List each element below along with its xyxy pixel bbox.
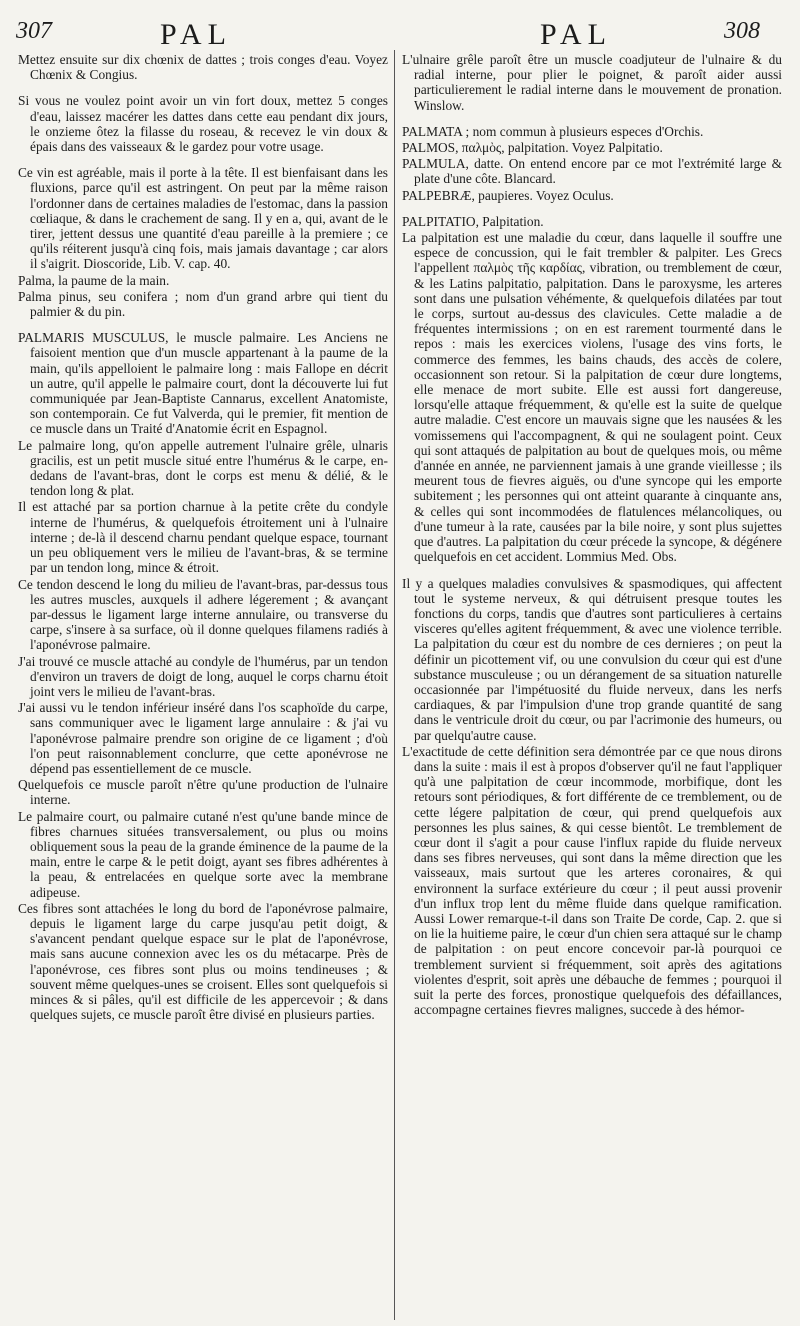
paragraph: L'exactitude de cette définition sera démontrée par ce que nous dirons dans la suite : mais il est à propos d'observer qu'il ne faut l'appliquer qu'à une palpitation de cœur incommode, morbifique, dont les retours sont périodiques, & fort différente de ce tremblement, ou de cette légere palpitation de cœur, qui prend quelquefois aux personnes les plus saines, & qui cesse bientôt. Le tremblement de cœur dont il s'agit a pour cause l'influx rapide du fluide nerveux dans ses fibres nerveuses, qui sont dans la même direction que les vaisseaux, mais surtout que les arteres coronaires, & qui environnent la surface extérieure du cœur ; il peut aussi provenir d'un influx trop lent du même fluide dans quelque ramification. Aussi Lower remarque-t-il dans son Traite De corde, Cap. 2. que si on lie la huitieme paire, le cœur d'un chien sera attaqué sur le champ de palpitation : on peut encore concevoir par-là pourquoi ce tremblement survient si fréquemment, soit après des agitations violentes d'esprit, soit après une débauche de femmes ; pourquoi il suit la perte des forces, pronostique quelquefois des défaillances, accompagne certaines fievres malignes, succede à des hémor-: [402, 743, 782, 1018]
left-column: [18, 52, 388, 1023]
right-running-title: PAL: [540, 18, 612, 51]
paragraph: Il y a quelques maladies convulsives & spasmodiques, qui affectent tout le systeme nerveux, & qui détruisent presque toutes les fonctions du corps, tandis que d'autres sont particulieres à certains visceres qu'elles agitent fréquemment, & avec une violence terrible. La palpitation du cœur est du nombre de ces dernieres ; on peut la définir un picottement vif, ou une convulsion du cœur qui est d'une substance musculeuse ; ou un dérangement de sa situation naturelle occasionnée par l'impétuosité du fluide nerveux, dans les nerfs cardiaques, & par l'impulsion d'une trop grande quantité de sang dans le ventricule droit du cœur, ou par l'acrimonie des humeurs, ou par quelqu'autre cause.: [402, 575, 782, 743]
paragraph: Ce tendon descend le long du milieu de l'avant-bras, par-dessus tous les autres muscles, auxquels il adhere légerement ; & avançant par-dessus le ligament large interne annulaire, ou transverse du carpe, s'insere à sa surface, où il donne quelques filamens radiés à l'aponévrose palmaire.: [18, 576, 388, 653]
paragraph: Palma, la paume de la main.: [18, 272, 170, 288]
paragraph: J'ai aussi vu le tendon inférieur inséré dans l'os scaphoïde du carpe, sans communiquer avec le ligament large annulaire : & j'ai vu l'aponévrose palmaire prendre son origine de ce ligament ; d'où l'on peut raisonnablement conclurre, que cette aponévrose ne dépend pas essentiellement de ce muscle.: [18, 700, 388, 776]
paragraph: L'ulnaire grêle paroît être un muscle coadjuteur de l'ulnaire & du radial interne, pour plier le poignet, & paroît aider aussi particulierement le radial interne dans le mouvement de pronation. Winslow.: [402, 52, 782, 113]
paragraph: Il est attaché par sa portion charnue à la petite crête du condyle interne de l'humérus, & quelquefois étroitement uni à l'ulnaire interne ; de-là il descend charnu pendant quelque espace, tournant un peu obliquement vers le milieu de l'avant-bras, & se termine par un tendon long, mince & étroit.: [18, 499, 388, 576]
paragraph: Si vous ne voulez point avoir un vin fort doux, mettez 5 conges d'eau, laissez macérer les dattes dans cette eau pendant dix jours, le onzieme ôtez la filasse du roseau, & recevez le vin doux & épais dans des vaisseaux & le gardez pour votre usage.: [18, 93, 388, 155]
paragraph: La palpitation est une maladie du cœur, dans laquelle il souffre une espece de concussion, qui le fait trembler & palpiter. Les Grecs l'appellent παλμὸς τῆς καρδίας, vibration, ou tremblement de cœur, & les Latins palpitatio, palpitation. Dans le paroxysme, les arteres sont dans une pulsation véhémente, & quelquefois dilatées par tout le corps, surtout au-dessus des clavicules. Cette maladie a de fréquentes intermissions ; on en est rarement tourmenté dans le repos : mais les exercices violens, l'usage des vins forts, le commerce des femmes, les bains chauds, des accès de colere, occasionnent son retour. Si la palpitation de cœur dure longtems, elle menace de mort subite. Elle est aussi fort dangereuse, lorsqu'elle attaque fréquemment, & qu'elle est la suite de quelque autre maladie. C'est encore un mauvais signe que les nausées & les vomissemens qui l'accompagnent, & qui ne soulagent point. Ceux qui sont attaqués de palpitation au bout de quelques mois, ou même d'année en année, ne parviennent jamais à une grande vieillesse ; ils meurent tous de fievres aiguës, ou d'une syncope qui les emporte subitement ; les personnes qui ont atteint quarante à cinquante ans, & celles qui sont incommodées de flatulences mélancoliques, ou d'une tumeur à la rate, causées par la bile noire, y sont plus sujettes que d'autres. La palpitation du cœur précede la syncope, & dégénere quelquefois en cet accident. Lommius Med. Obs.: [402, 230, 782, 565]
paragraph: Le palmaire court, ou palmaire cutané n'est qu'une bande mince de fibres charnues situées transversalement, ou plus ou moins obliquement sous la peau de la grande éminence de la paume de la main, entre le carpe & le petit doigt, ayant ses fibres adhérentes à la peau, & entrelacées en quelque sorte avec la membrane adipeuse.: [18, 808, 388, 900]
paragraph: PALMULA, datte. On entend encore par ce mot l'extrémité large & plate d'une côte. Blancard.: [402, 156, 782, 187]
column-divider: [394, 50, 395, 1320]
paragraph: PALMATA ; nom commun à plusieurs especes d'Orchis.: [402, 123, 704, 139]
right-page-number: 308: [724, 18, 760, 44]
paragraph: Ce vin est agréable, mais il porte à la tête. Il est bienfaisant dans les fluxions, parce qu'il est astringent. On peut par la même raison l'ordonner dans de certaines maladies de l'estomac, dans la passion cœliaque, & dans le crachement de sang. Il y en a, qui, avant de le tirer, jettent dessus une quantité d'eau pareille à la premiere ; ce qu'ils réiterent jusqu'à cinq fois, mais jamais davantage ; car alors il s'aigrit. Dioscoride, Lib. V. cap. 40.: [18, 165, 388, 272]
paragraph: Mettez ensuite sur dix chœnix de dattes ; trois conges d'eau. Voyez Chœnix & Congius.: [18, 52, 388, 83]
paragraph: Le palmaire long, qu'on appelle autrement l'ulnaire grêle, ulnaris gracilis, est un petit muscle situé entre l'humérus & le carpe, en-dedans de l'avant-bras, dont le corps est menu & délié, & le tendon long & plat.: [18, 437, 388, 499]
paragraph: PALPITATIO, Palpitation.: [402, 213, 544, 229]
paragraph: PALMOS, παλμὸς, palpitation. Voyez Palpitatio.: [402, 140, 663, 156]
paragraph: J'ai trouvé ce muscle attaché au condyle de l'humérus, par un tendon d'environ un travers de doigt de long, auquel le corps charnu étoit joint vers le milieu de l'avant-bras.: [18, 653, 388, 699]
right-column: [402, 52, 782, 1018]
left-page-number: 307: [16, 18, 52, 44]
left-running-title: PAL: [160, 18, 232, 51]
paragraph: PALMARIS MUSCULUS, le muscle palmaire. Les Anciens ne faisoient mention que d'un muscle appartenant à la paume de la main, qu'ils appelloient le palmaire long : mais Fallope en décrit un autre, qu'il appelle le palmaire court, dont la découverte lui fut communiquée par Jean-Baptiste Cannarus, excellent Anatomiste, son contemporain. Ce fut Valverda, qui le premier, fit mention de ce muscle dans un Traité d'Anatomie écrit en Espagnol.: [18, 330, 388, 437]
paragraph: Palma pinus, seu conifera ; nom d'un grand arbre qui tient du palmier & du pin.: [18, 288, 388, 320]
paragraph: Quelquefois ce muscle paroît n'être qu'une production de l'ulnaire interne.: [18, 777, 388, 808]
paragraph: Ces fibres sont attachées le long du bord de l'aponévrose palmaire, depuis le ligament large du carpe jusqu'au petit doigt, & s'avancent pendant quelque espace sur le plat de l'aponévrose, mais sans aucune connexion avec les os du métacarpe. Près de l'aponévrose, ces fibres sont plus ou moins tendineuses ; & souvent même quelques-unes se croisent. Elles sont quelquefois si minces & si pâles, qu'il est difficile de les appercevoir ; & dans quelques sujets, ce muscle paroît être divisé en plusieurs parties.: [18, 900, 388, 1023]
paragraph: PALPEBRÆ, paupieres. Voyez Oculus.: [402, 187, 614, 203]
